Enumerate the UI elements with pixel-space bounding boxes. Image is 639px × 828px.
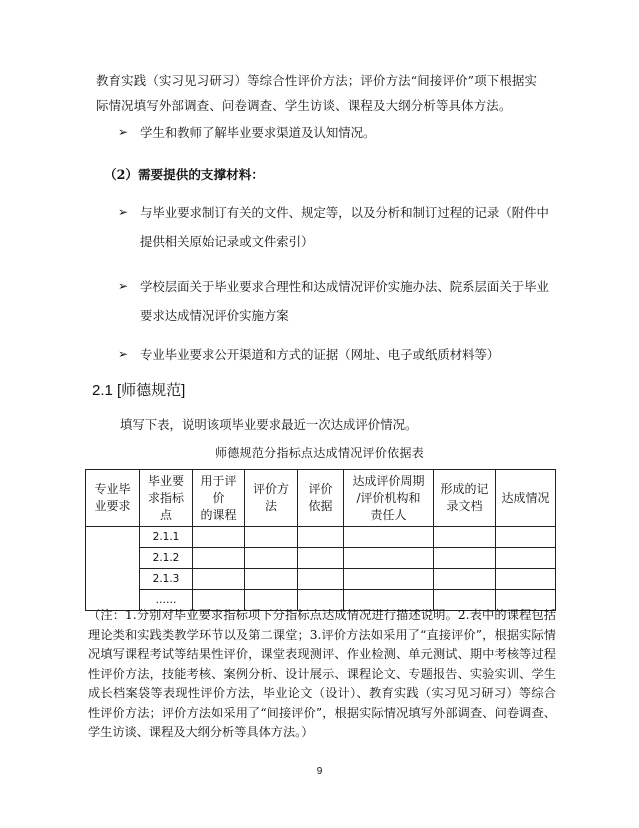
- table-caption: 师德规范分指标点达成情况评价依据表: [214, 446, 425, 460]
- bullet-arrow-icon: ➢: [118, 279, 129, 293]
- header-major-requirement: 专业毕 业要求: [86, 470, 140, 527]
- materials-item-line-2: 提供相关原始记录或文件索引）: [140, 234, 314, 249]
- bullet-arrow-icon: ➢: [118, 125, 129, 139]
- table-cell: [496, 548, 556, 569]
- bullet-text: 学生和教师了解毕业要求渠道及认知情况。: [140, 125, 376, 140]
- table-cell: [434, 548, 496, 569]
- bullet-arrow-icon: ➢: [118, 205, 129, 219]
- intro-text: 填写下表，说明该项毕业要求最近一次达成评价情况。: [120, 417, 418, 432]
- materials-item: [118, 272, 554, 330]
- header-method: 评价方 法: [245, 470, 298, 527]
- table-cell: [193, 548, 245, 569]
- table-row: [86, 569, 556, 590]
- table-cell: [496, 527, 556, 548]
- materials-item: [118, 198, 554, 256]
- header-records: 形成的记 录文档: [434, 470, 496, 527]
- table-row: [86, 548, 556, 569]
- indicator-cell: 2.1.3: [140, 569, 193, 590]
- table-cell: [245, 548, 298, 569]
- bullet-item-students: [118, 118, 554, 147]
- materials-item-line-2: 要求达成情况评价实施方案: [140, 308, 289, 323]
- section-heading: 2.1 [师德规范]: [92, 382, 186, 399]
- continuation-line-1: 教育实践（实习见习研习）等综合性评价方法；评价方法“间接评价”项下根据实: [96, 73, 538, 88]
- page-number: 9: [316, 766, 323, 777]
- table-cell: [86, 527, 140, 611]
- evaluation-table: [85, 469, 556, 611]
- table-cell: [496, 569, 556, 590]
- header-achievement: 达成情况: [496, 470, 556, 527]
- table-cell: [344, 548, 434, 569]
- materials-item-line-1: 学校层面关于毕业要求合理性和达成情况评价实施办法、院系层面关于毕业: [140, 279, 549, 294]
- table-cell: [344, 569, 434, 590]
- table-cell: [245, 527, 298, 548]
- table-cell: [193, 527, 245, 548]
- table-cell: [298, 548, 344, 569]
- header-courses: 用于评 价 的课程: [193, 470, 245, 527]
- header-cycle-org: 达成评价周期 /评价机构和 责任人: [344, 470, 434, 527]
- materials-item-line-1: 专业毕业要求公开渠道和方式的证据（网址、电子或纸质材料等）: [140, 347, 500, 362]
- materials-subheading: （2）需要提供的支撑材料：: [104, 167, 264, 182]
- indicator-cell: ……: [140, 590, 193, 611]
- continuation-line-2: 际情况填写外部调查、问卷调查、学生访谈、课程及大纲分析等具体方法。: [96, 98, 512, 113]
- table-note: （注：1.分别对毕业要求指标项下分指标点达成情况进行描述说明。2.表中的课程包括理论类和实践类教学环节以及第二课堂；3.评价方法如采用了“直接评价”，根据实际情况填写课程考试等结果性评价，课堂表现测评、作业检测、单元测试、期中考核等过程性评价方法，技能考核、案例分析、设计展示、课程论文、专题报告、实验实训、学生成长档案袋等表现性评价方法，毕业论文（设计）、教育实践（实习见习研习）等综合性评价方法；评价方法如采用了“间接评价”，根据实际情况填写外部调查、问卷调查、学生访谈、课程及大纲分析等具体方法。）: [88, 608, 556, 739]
- indicator-cell: 2.1.1: [140, 527, 193, 548]
- header-indicator-point: 毕业要 求指标 点: [140, 470, 193, 527]
- table-cell: [434, 527, 496, 548]
- table-cell: [298, 569, 344, 590]
- table-cell: [245, 569, 298, 590]
- table-row: [86, 527, 556, 548]
- materials-item-line-1: 与毕业要求制订有关的文件、规定等，以及分析和制订过程的记录（附件中: [140, 205, 549, 220]
- continuation-paragraph: [96, 68, 554, 118]
- table-cell: [298, 527, 344, 548]
- table-header-row: [86, 470, 556, 527]
- bullet-arrow-icon: ➢: [118, 347, 129, 361]
- table-cell: [434, 569, 496, 590]
- table-cell: [344, 527, 434, 548]
- header-basis: 评价 依据: [298, 470, 344, 527]
- indicator-cell: 2.1.2: [140, 548, 193, 569]
- table-cell: [193, 569, 245, 590]
- materials-item: [118, 340, 554, 369]
